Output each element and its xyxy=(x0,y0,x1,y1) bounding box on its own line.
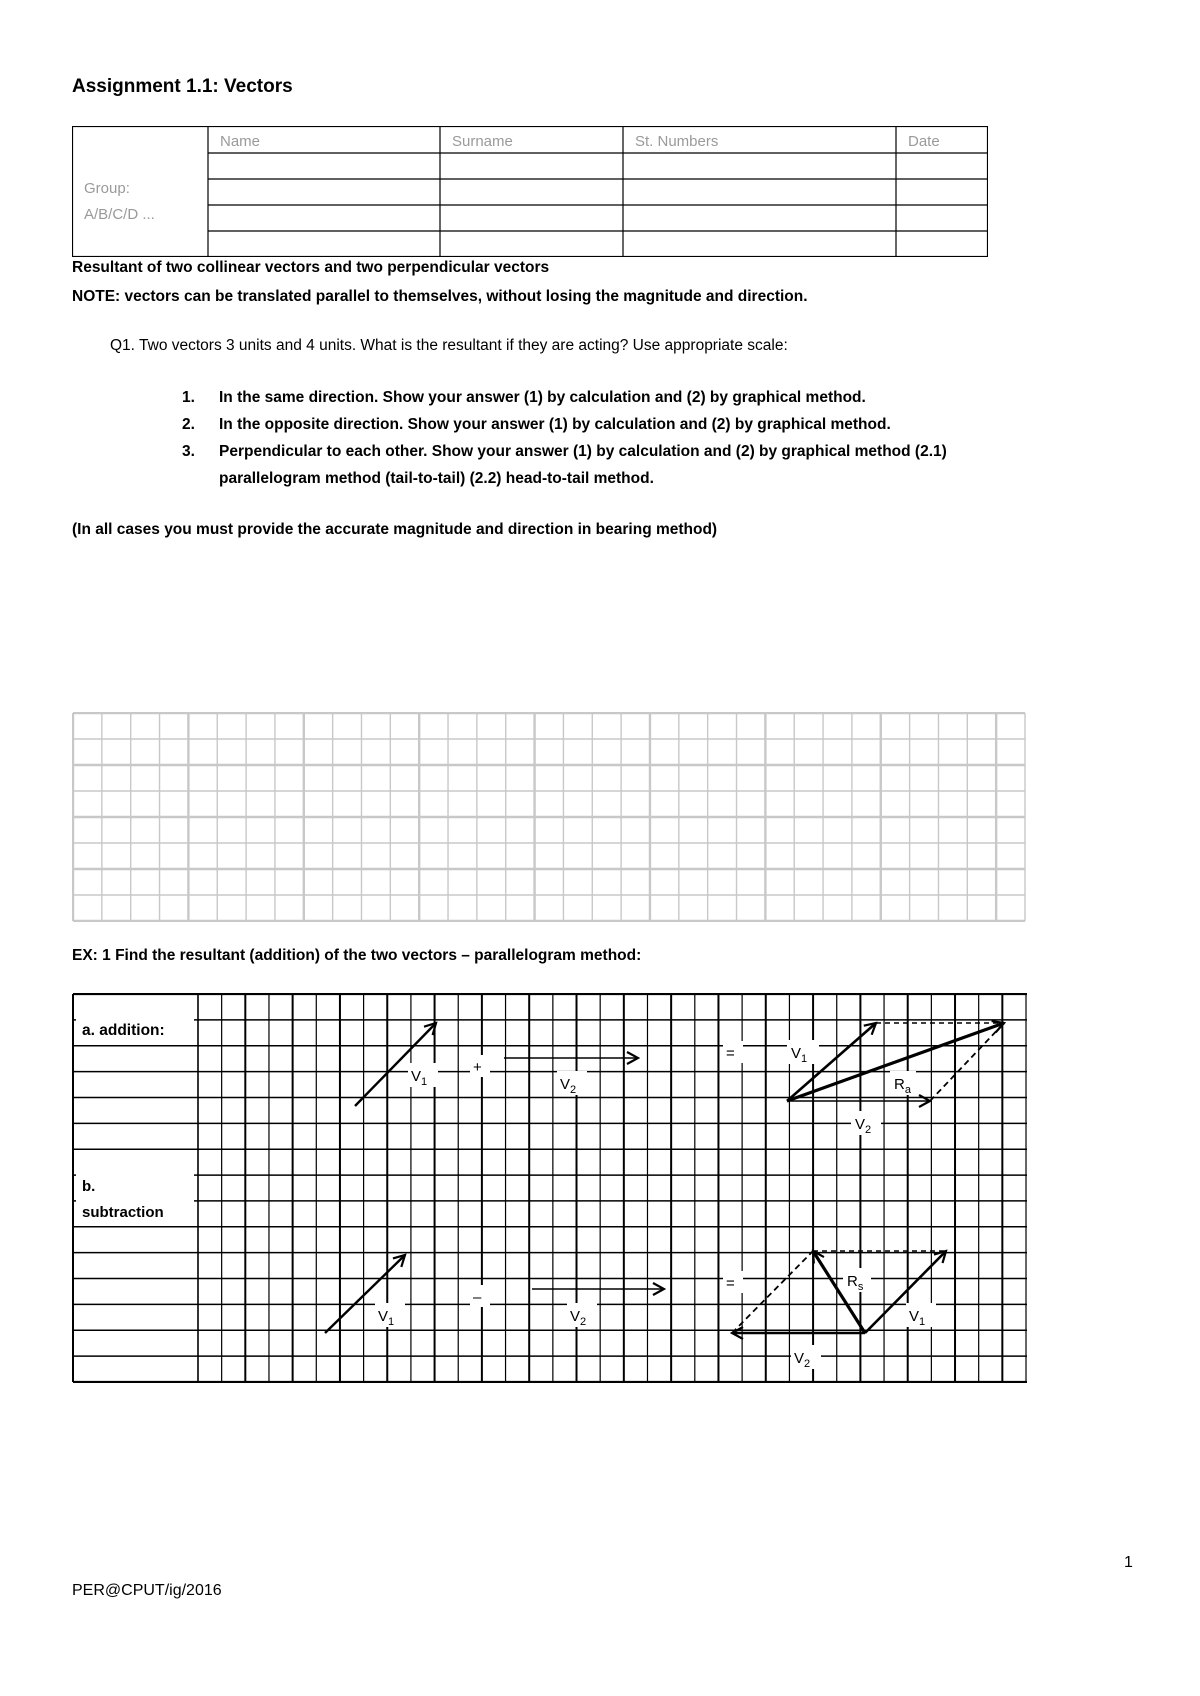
group-label: Group: xyxy=(84,180,130,197)
v1-sub-label: $V_1$ xyxy=(378,1308,395,1328)
list-item: 2. In the opposite direction. Show your answer (1) by calculation and (2) by graphical method. xyxy=(182,416,891,433)
v2-sub-label: $V_2$ xyxy=(570,1308,587,1328)
header-st-numbers: St. Numbers xyxy=(635,133,719,150)
equals-sign: = xyxy=(726,1045,735,1062)
list-item: 1. In the same direction. Show your answer (1) by calculation and (2) by graphical method. xyxy=(182,389,866,406)
rs-label: $R_s$ xyxy=(847,1273,864,1293)
note-text: NOTE: vectors can be translated parallel to themselves, without losing the magnitude and direction. xyxy=(72,288,808,305)
plus-sign: + xyxy=(473,1059,482,1076)
header-name: Name xyxy=(220,133,261,150)
equals-sign-sub: = xyxy=(726,1275,735,1292)
row-label-addition: a. addition: xyxy=(82,1022,165,1039)
group-table xyxy=(72,126,988,257)
dashed-sub-left xyxy=(732,1251,813,1333)
group-options: A/B/C/D ... xyxy=(84,206,155,223)
answer-grid xyxy=(72,712,1026,922)
minus-sign: – xyxy=(473,1289,482,1306)
v1-sub-result-label: $V_1$ xyxy=(909,1308,926,1328)
task-list xyxy=(148,384,1048,492)
example-heading: EX: 1 Find the resultant (addition) of the two vectors – parallelogram method: xyxy=(72,947,642,964)
page-title: Assignment 1.1: Vectors xyxy=(72,76,293,97)
v2-label: $V_2$ xyxy=(560,1076,577,1096)
example-grid xyxy=(72,993,1028,1383)
row-label-b: b. xyxy=(82,1178,96,1195)
header-surname: Surname xyxy=(452,133,513,150)
v1-label: $V_1$ xyxy=(411,1068,428,1088)
footer-text: PER@CPUT/ig/2016 xyxy=(72,1582,222,1599)
v2-sub-result-label: $V_2$ xyxy=(794,1350,811,1370)
header-date: Date xyxy=(908,133,940,150)
page-number: 1 xyxy=(1124,1554,1133,1571)
list-item: 3. Perpendicular to each other. Show your answer (1) by calculation and (2) by graphical method (2.1) parallelogram method (tail-to-tail) (2.2) head-to-tail method. xyxy=(182,443,947,487)
ra-label: $R_a$ xyxy=(894,1076,911,1096)
v1-label-result: $V_1$ xyxy=(791,1045,808,1065)
row-label-subtraction: subtraction xyxy=(82,1204,164,1221)
instruction-text: (In all cases you must provide the accurate magnitude and direction in bearing method) xyxy=(72,521,718,538)
v2-label-result: $V_2$ xyxy=(855,1116,872,1136)
section-heading: Resultant of two collinear vectors and two perpendicular vectors xyxy=(72,259,550,276)
question-text: Q1. Two vectors 3 units and 4 units. What is the resultant if they are acting? Use appropriate scale: xyxy=(110,337,788,354)
